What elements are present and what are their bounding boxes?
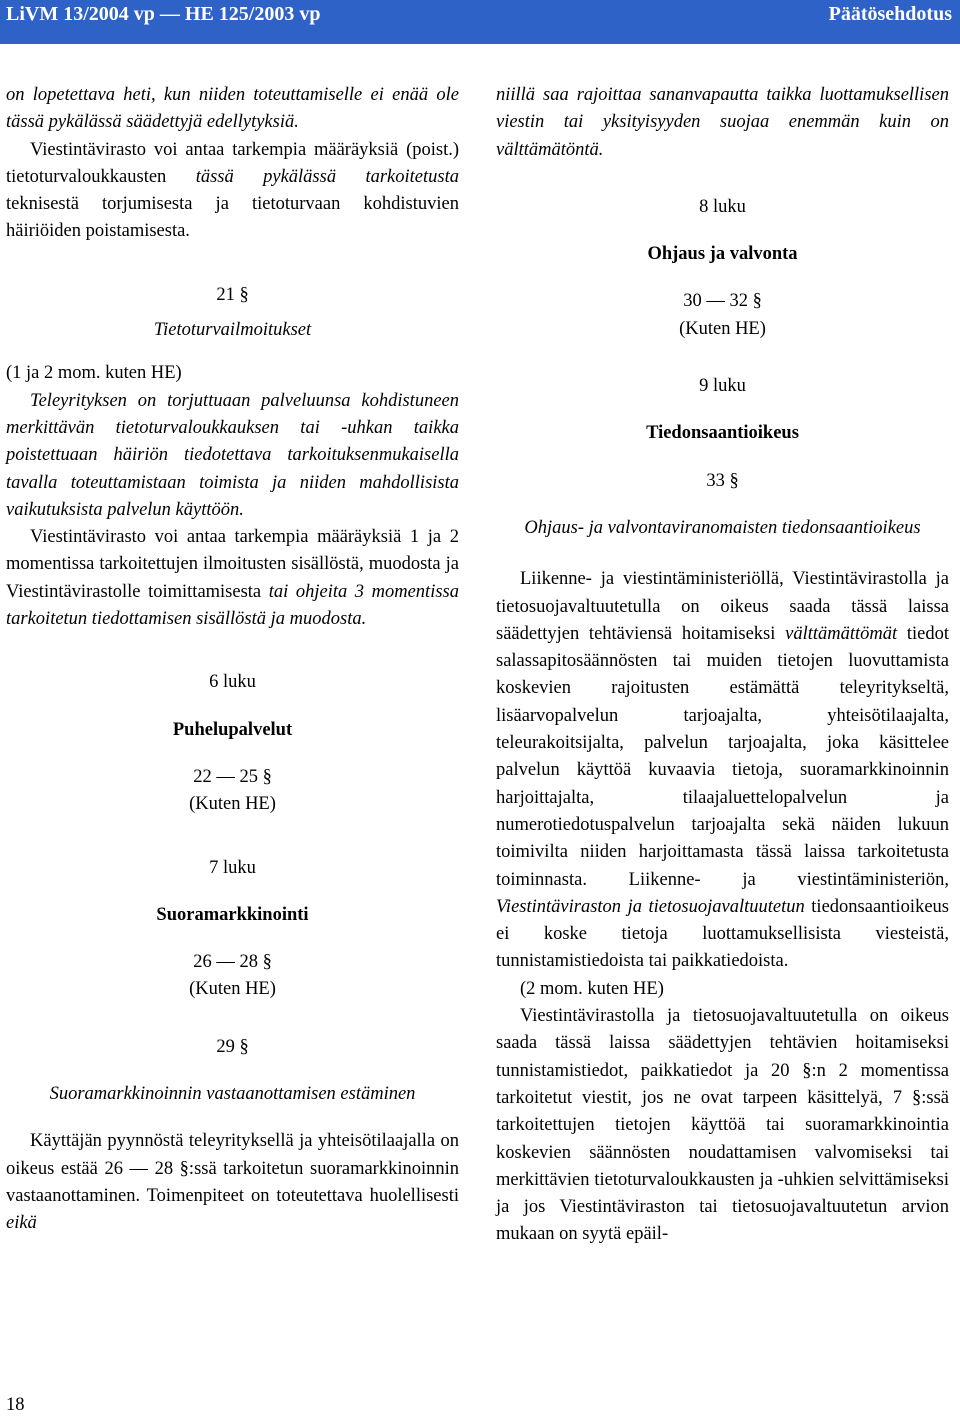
paragraph <box>6 137 459 246</box>
text-run: tiedot salassapitosäännösten tai muiden tietojen luovuttamista koskevien rajoitusten estämättä teleyritykseltä, lisäarvopalvelun tarjoajalta, yhteisötilaajalta, teleurakoitsijalta, palvelun tarjoajalta, joka käsittelee palvelun käyttöä kuvaavia tietoja, suoramarkkinoinnin harjoittajalta, tilaajaluettelopalvelun ja numerotiedotuspalvelun tarjoajalta sekä näiden lukuun toimivilta niiden harjoittamasta tässä laissa tarkoitetusta toiminnasta. Liikenne- ja viestintäministeriön, <box>496 623 949 890</box>
text-run: välttämättömät <box>785 623 898 644</box>
section-title: Tietoturvailmoitukset <box>153 320 312 341</box>
paragraph: on lopetettava heti, kun niiden toteuttamiselle ei enää ole tässä pykälässä säädettyjä edellytyksiä. <box>6 85 459 133</box>
paragraph: Viestintävirastolla ja tietosuojavaltuutetulla on oikeus saada tässä laissa säädettyjen tehtävien hoitamiseksi tunnistamistiedot, paikkatiedot ja 20 §:n 2 momentissa tarkoitetut viestit, jos ne ovat tarpeen käsittelyä, 7 §:ssä tarkoitettujen tietojen käyttöä tai suoramarkkinointia koskevien säännösten noudattamisen valvomiseksi tai merkittävien tietoturvaloukkausten ja -uhkien selvittämiseksi ja jos Viestintäviraston tai tietosuojavaltuutetun arvion mukaan on syytä epäil- <box>496 1006 949 1245</box>
text-run: Viestintävirasto voi antaa tarkempia määräyksiä (poist.) tietoturvaloukkausten <box>6 139 459 187</box>
section-number: 29 § <box>216 1036 249 1057</box>
document-section-label: Päätösehdotus <box>828 3 952 25</box>
section-title: Suoramarkkinoinnin vastaanottamisen estäminen <box>49 1084 416 1105</box>
section-range: 22 — 25 § <box>193 766 272 787</box>
paragraph: niillä saa rajoittaa sananvapautta taikka luottamuksellisen viestin tai yksityisyyden suojaa enemmän kuin on välttämätöntä. <box>496 85 949 160</box>
document-reference: LiVM 13/2004 vp — HE 125/2003 vp <box>6 3 321 25</box>
text-run: Liikenne- ja viestintäministeriöllä, Viestintävirastolla ja tietosuojavaltuutetulla on oikeus saada tässä laissa säädettyjen tehtäviensä hoitamiseksi <box>496 569 949 644</box>
chapter-title: Puhelupalvelut <box>172 719 293 740</box>
text-run: Viestintävirasto voi antaa tarkempia määräyksiä 1 ja 2 momentissa tarkoitettujen ilmoitusten sisällöstä, muodosta ja Viestintävirastolle toimittamisesta <box>6 527 459 602</box>
chapter-number: 6 luku <box>209 672 256 693</box>
section-number: 21 § <box>216 284 249 305</box>
section-title: Ohjaus- ja valvontaviranomaisten tiedonsaantioikeus <box>524 517 921 538</box>
text-run: tai ohjeita 3 momentissa tarkoitetun tiedottamisen sisällöstä ja muodosta. <box>6 581 459 630</box>
chapter-title: Ohjaus ja valvonta <box>647 244 798 265</box>
paragraph <box>6 1128 459 1237</box>
section-note: (1 ja 2 mom. kuten HE) <box>6 363 182 384</box>
text-run: tiedonsaantioikeus ei koske tietoja luottamuksellisista viesteistä, tunnistamistiedoista tai paikkatiedoista. <box>496 896 949 972</box>
text-run: eikä <box>6 1213 37 1234</box>
section-range: 30 — 32 § <box>683 291 762 312</box>
paragraph <box>6 524 459 633</box>
chapter-title: Suoramarkkinointi <box>156 904 309 925</box>
section-range: 26 — 28 § <box>193 952 272 973</box>
section-note: (Kuten HE) <box>679 318 766 339</box>
section-note: (Kuten HE) <box>189 979 276 1000</box>
text-run: teknisestä torjumisesta ja tietoturvaan kohdistuvien häiriöiden poistamisesta. <box>6 194 459 242</box>
text-run: tässä pykälässä tarkoitetusta <box>195 166 459 187</box>
right-column <box>496 82 949 1249</box>
section-note: (2 mom. kuten HE) <box>520 978 664 999</box>
section-note: (Kuten HE) <box>189 794 276 815</box>
text-run: Käyttäjän pyynnöstä teleyrityksellä ja yhteisötilaajalla on oikeus estää 26 — 28 §:ssä tarkoitetun suoramarkkinoinnin vastaanottaminen. Toimenpiteet on toteutettava huolellisesti <box>6 1131 459 1206</box>
left-column <box>6 82 459 1238</box>
chapter-title: Tiedonsaantioikeus <box>646 423 799 444</box>
page-number: 18 <box>6 1395 25 1415</box>
text-run: Viestintäviraston ja tietosuojavaltuutetun <box>496 896 805 917</box>
chapter-number: 9 luku <box>699 376 746 397</box>
paragraph <box>496 566 949 975</box>
chapter-number: 8 luku <box>699 196 746 217</box>
page-header <box>0 0 960 44</box>
paragraph: Teleyrityksen on torjuttuaan palveluunsa kohdistuneen merkittävän tietoturvaloukkauksen tai -uhkan taikka poistettuaan häiriön tiedotettava tarkoituksenmukaisella tavalla toteuttamistaan toimista ja niiden mahdollisista vaikutuksista palvelun käyttöön. <box>6 390 459 520</box>
section-number: 33 § <box>706 470 739 491</box>
chapter-number: 7 luku <box>209 857 256 878</box>
